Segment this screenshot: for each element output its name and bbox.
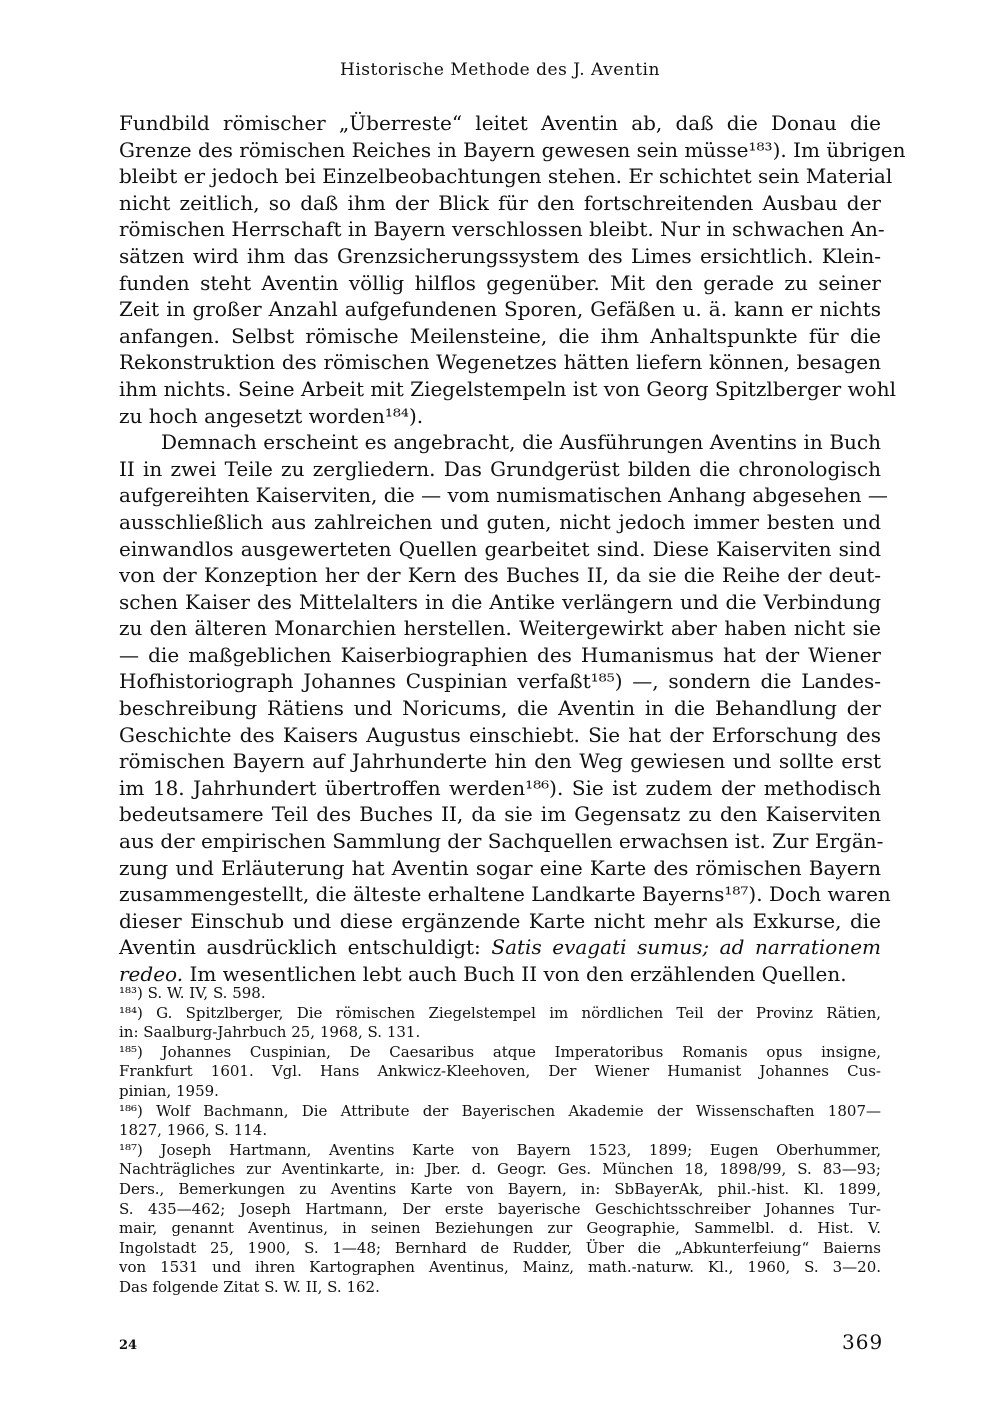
footnote-line: Das folgende Zitat S. W. II, S. 162.: [119, 1277, 380, 1296]
footnote-line: ¹⁸³) S. W. IV, S. 598.: [119, 984, 266, 1002]
footnote-line: ¹⁸⁶) Wolf Bachmann, Die Attribute der Bayerischen Akademie der Wissenschaften 1807—: [119, 1101, 881, 1120]
footnote-line: Frankfurt 1601. Vgl. Hans Ankwicz-Kleehoven, Der Wiener Humanist Johannes Cus-: [119, 1062, 881, 1081]
text-segment: Im wesentlichen lebt auch Buch II von den erzählenden Quellen.: [183, 962, 847, 986]
text-line: anfangen. Selbst römische Meilensteine, die ihm Anhaltspunkte für die: [119, 323, 881, 348]
text-line: Grenze des römischen Reiches in Bayern gewesen sein müsse¹⁸³). Im übrigen: [119, 137, 906, 162]
text-line: bedeutsamere Teil des Buches II, da sie im Gegensatz zu den Kaiserviten: [119, 802, 881, 827]
text-line: beschreibung Rätiens und Noricums, die Aventin in die Behandlung der: [119, 696, 881, 721]
text-line: römischen Herrschaft in Bayern verschlossen bleibt. Nur in schwachen An-: [119, 217, 885, 242]
text-line: [119, 934, 881, 961]
footnote-line: ¹⁸⁵) Johannes Cuspinian, De Caesaribus atque Imperatoribus Romanis opus insigne,: [119, 1042, 881, 1061]
footnotes: [119, 984, 881, 1298]
text-line: nicht zeitlich, so daß ihm der Blick für den fortschreitenden Ausbau der: [119, 190, 881, 215]
text-line: funden steht Aventin völlig hilflos gegenüber. Mit den gerade zu seiner: [119, 270, 881, 295]
text-line: aufgereihten Kaiserviten, die — vom numismatischen Anhang abgesehen —: [119, 483, 888, 508]
text-line: zu hoch angesetzt worden¹⁸⁴).: [119, 403, 424, 428]
text-line: bleibt er jedoch bei Einzelbeobachtungen stehen. Er schichtet sein Material: [119, 164, 893, 189]
text-line: ihm nichts. Seine Arbeit mit Ziegelstempeln ist von Georg Spitzlberger wohl: [119, 376, 896, 401]
footnote-line: Ders., Bemerkungen zu Aventins Karte von Bayern, in: SbBayerAk, phil.-hist. Kl. 1899,: [119, 1179, 881, 1198]
latin-quote: redeo.: [119, 962, 184, 986]
footnote-line: von 1531 und ihren Kartographen Aventinus, Mainz, math.-naturw. Kl., 1960, S. 3—20.: [119, 1258, 881, 1277]
text-line: Demnach erscheint es angebracht, die Ausführungen Aventins in Buch: [161, 430, 881, 455]
text-line: im 18. Jahrhundert übertroffen werden¹⁸⁶). Sie ist zudem der methodisch: [119, 775, 881, 800]
text-segment: Aventin ausdrücklich entschuldigt:: [119, 935, 492, 960]
text-line: ausschließlich aus zahlreichen und guten, nicht jedoch immer besten und: [119, 509, 881, 534]
text-line: Zeit in großer Anzahl aufgefundenen Sporen, Gefäßen u. ä. kann er nichts: [119, 297, 881, 322]
footnote-line: 1827, 1966, S. 114.: [119, 1121, 268, 1140]
text-line: Fundbild römischer „Überreste“ leitet Aventin ab, daß die Donau die: [119, 111, 881, 135]
footnote-line: in: Saalburg-Jahrbuch 25, 1968, S. 131.: [119, 1023, 421, 1042]
text-line: schen Kaiser des Mittelalters in die Antike verlängern und die Verbindung: [119, 589, 881, 614]
latin-quote: Satis evagati sumus; ad narrationem: [491, 935, 881, 960]
text-line: römischen Bayern auf Jahrhunderte hin den Weg gewiesen und sollte erst: [119, 749, 881, 774]
text-line: Rekonstruktion des römischen Wegenetzes hätten liefern können, besagen: [119, 350, 881, 375]
page-number: 369: [842, 1330, 884, 1354]
text-line: sätzen wird ihm das Grenzsicherungssystem des Limes ersichtlich. Klein-: [119, 243, 881, 268]
footnote-line: pinian, 1959.: [119, 1081, 219, 1100]
footnote-line: mair, genannt Aventinus, in seinen Beziehungen zur Geographie, Sammelbl. d. Hist. V.: [119, 1219, 881, 1238]
text-line: zu den älteren Monarchien herstellen. Weitergewirkt aber haben nicht sie: [119, 616, 881, 641]
text-line: II in zwei Teile zu zergliedern. Das Grundgerüst bilden die chronologisch: [119, 456, 881, 481]
footnote-line: Ingolstadt 25, 1900, S. 1—48; Bernhard de Rudder, Über die „Abkunterfeiung“ Baierns: [119, 1238, 881, 1257]
body-text: [119, 110, 906, 988]
text-line: Hofhistoriograph Johannes Cuspinian verfaßt¹⁸⁵) —, sondern die Landes-: [119, 669, 881, 694]
text-line: Geschichte des Kaisers Augustus einschiebt. Sie hat der Erforschung des: [119, 722, 881, 747]
footnote-line: Nachträgliches zur Aventinkarte, in: Jber. d. Geogr. Ges. München 18, 1898/99, S. 83—93;: [119, 1160, 881, 1179]
text-line: einwandlos ausgewerteten Quellen gearbeitet sind. Diese Kaiserviten sind: [119, 536, 881, 561]
text-line: dieser Einschub und diese ergänzende Karte nicht mehr als Exkurse, die: [119, 908, 881, 933]
text-line: zusammengestellt, die älteste erhaltene Landkarte Bayerns¹⁸⁷). Doch waren: [119, 882, 891, 907]
signature-mark: 24: [119, 1338, 138, 1353]
running-header: Historische Methode des J. Aventin: [340, 60, 660, 80]
text-line: von der Konzeption her der Kern des Buches II, da sie die Reihe der deut-: [119, 563, 881, 588]
text-line: zung und Erläuterung hat Aventin sogar eine Karte des römischen Bayern: [119, 855, 881, 880]
footnote-line: ¹⁸⁴) G. Spitzlberger, Die römischen Ziegelstempel im nördlichen Teil der Provinz Rätien,: [119, 1003, 881, 1022]
footnote-line: S. 435—462; Joseph Hartmann, Der erste bayerische Geschichtsschreiber Johannes Tur-: [119, 1199, 881, 1218]
footnote-line: ¹⁸⁷) Joseph Hartmann, Aventins Karte von Bayern 1523, 1899; Eugen Oberhummer,: [119, 1140, 881, 1159]
text-line: aus der empirischen Sammlung der Sachquellen erwachsen ist. Zur Ergän-: [119, 829, 884, 854]
text-line: — die maßgeblichen Kaiserbiographien des Humanismus hat der Wiener: [119, 642, 881, 667]
